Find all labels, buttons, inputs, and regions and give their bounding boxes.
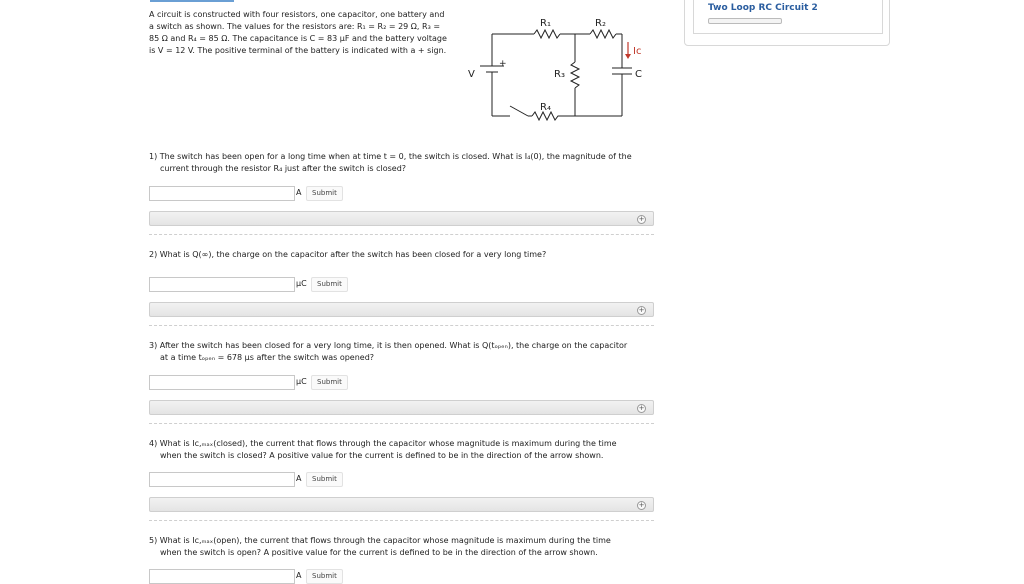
side-panel-inner xyxy=(693,0,883,34)
label-r4: R₄ xyxy=(540,102,551,113)
question-4-line-2: when the switch is closed? A positive value for the current is defined to be in the direction of the arrow shown. xyxy=(160,451,604,460)
switch xyxy=(510,106,528,116)
problem-statement xyxy=(149,9,469,57)
expand-bar-4[interactable] xyxy=(149,497,654,512)
problem-line-3: 85 Ω and R₄ = 85 Ω. The capacitance is C = 83 μF and the battery voltage xyxy=(149,34,447,43)
unit-label-5: A xyxy=(296,571,302,580)
unit-label-2: μC xyxy=(296,279,307,288)
question-3-line-1: 3) After the switch has been closed for a very long time, it is then opened. What is Q(tₒₚₑₙ), the charge on the capacitor xyxy=(149,341,628,350)
expand-bar-1[interactable] xyxy=(149,211,654,226)
top-accent-bar xyxy=(150,0,234,2)
label-r3: R₃ xyxy=(554,69,565,80)
problem-line-4: is V = 12 V. The positive terminal of the battery is indicated with a + sign. xyxy=(149,46,447,55)
resistor-r4 xyxy=(532,112,562,120)
current-arrow-ic xyxy=(625,42,631,59)
question-5-line-1: 5) What is Iᴄ,ₘₐₓ(open), the current that flows through the capacitor whose magnitude is maximum during the time xyxy=(149,536,611,545)
question-3-line-2: at a time tₒₚₑₙ = 678 μs after the switch was opened? xyxy=(160,353,375,362)
problem-line-2: a switch as shown. The values for the resistors are: R₁ = R₂ = 29 Ω, R₃ = xyxy=(149,22,441,31)
question-5-line-2: when the switch is open? A positive value for the current is defined to be in the direction of the arrow shown. xyxy=(160,548,598,557)
answer-input-4[interactable] xyxy=(149,472,295,487)
question-4-line-1: 4) What is Iᴄ,ₘₐₓ(closed), the current that flows through the capacitor whose magnitude is maximum during the time xyxy=(149,439,617,448)
answer-input-3[interactable] xyxy=(149,375,295,390)
question-2-line-1: 2) What is Q(∞), the charge on the capacitor after the switch has been closed for a very long time? xyxy=(149,250,547,259)
answer-input-2[interactable] xyxy=(149,277,295,292)
divider-2 xyxy=(149,325,654,326)
label-r2: R₂ xyxy=(595,18,606,29)
progress-bar xyxy=(708,18,782,24)
resistor-r2 xyxy=(590,30,616,38)
question-3 xyxy=(149,340,657,364)
divider-1 xyxy=(149,234,654,235)
question-1-line-2: current through the resistor R₄ just after the switch is closed? xyxy=(160,164,407,173)
question-1-line-1: 1) The switch has been open for a long time when at time t = 0, the switch is closed. What is I₄(0), the magnitude of the xyxy=(149,152,632,161)
plus-circle-icon[interactable]: + xyxy=(638,306,645,314)
question-5 xyxy=(149,535,657,559)
assignment-title-link[interactable]: Two Loop RC Circuit 2 xyxy=(708,3,818,13)
submit-button-5[interactable]: Submit xyxy=(306,569,343,584)
answer-input-1[interactable] xyxy=(149,186,295,201)
plus-circle-icon[interactable]: + xyxy=(638,215,645,223)
unit-label-1: A xyxy=(296,188,302,197)
label-plus: + xyxy=(499,59,507,69)
label-c: C xyxy=(635,69,642,80)
circuit-diagram xyxy=(462,14,652,126)
question-2 xyxy=(149,249,657,261)
question-4 xyxy=(149,438,657,462)
submit-button-3[interactable]: Submit xyxy=(311,375,348,390)
plus-circle-icon[interactable]: + xyxy=(638,501,645,509)
label-ic: Iᴄ xyxy=(633,46,642,57)
divider-3 xyxy=(149,423,654,424)
label-v: V xyxy=(468,69,475,80)
problem-line-1: A circuit is constructed with four resistors, one capacitor, one battery and xyxy=(149,10,445,19)
submit-button-4[interactable]: Submit xyxy=(306,472,343,487)
submit-button-2[interactable]: Submit xyxy=(311,277,348,292)
plus-circle-icon[interactable]: + xyxy=(638,404,645,412)
question-1 xyxy=(149,151,657,175)
label-r1: R₁ xyxy=(540,18,551,29)
expand-bar-3[interactable] xyxy=(149,400,654,415)
unit-label-3: μC xyxy=(296,377,307,386)
resistor-r3 xyxy=(571,62,579,88)
expand-bar-2[interactable] xyxy=(149,302,654,317)
side-panel xyxy=(684,0,890,46)
resistor-r1 xyxy=(534,30,560,38)
divider-4 xyxy=(149,520,654,521)
unit-label-4: A xyxy=(296,474,302,483)
submit-button-1[interactable]: Submit xyxy=(306,186,343,201)
